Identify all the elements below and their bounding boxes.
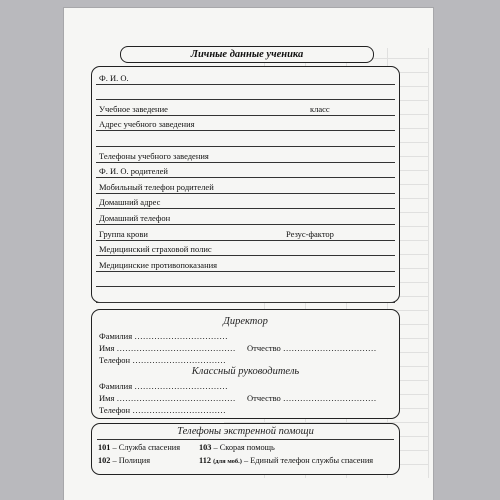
emergency-police: 102 – Полиция xyxy=(98,456,151,465)
field-label-right: Резус-фактор xyxy=(286,228,334,239)
field-label: Мобильный телефон родителей xyxy=(99,181,214,192)
field-row[interactable] xyxy=(96,146,395,163)
emergency-card xyxy=(91,423,400,475)
teacher-phone-field[interactable]: Телефон …………………………… xyxy=(99,405,226,415)
field-row[interactable] xyxy=(96,224,395,241)
staff-card xyxy=(91,309,400,419)
emergency-unified: 112 (для моб.) – Единый телефон службы спасения xyxy=(199,456,374,465)
field-label: Медицинские противопоказания xyxy=(99,259,218,270)
teacher-patronymic-field[interactable]: Отчество …………………………… xyxy=(247,393,377,403)
field-row[interactable] xyxy=(96,286,395,303)
field-row[interactable] xyxy=(96,115,395,132)
field-label-right: класс xyxy=(310,103,330,114)
planner-page xyxy=(64,8,433,500)
director-patronymic-field[interactable]: Отчество …………………………… xyxy=(247,343,377,353)
field-row[interactable] xyxy=(96,99,395,116)
field-row[interactable] xyxy=(96,177,395,194)
field-label: Адрес учебного заведения xyxy=(99,119,195,130)
field-row[interactable] xyxy=(96,240,395,257)
field-label: Учебное заведение xyxy=(99,103,168,114)
director-phone-field[interactable]: Телефон …………………………… xyxy=(99,355,226,365)
field-row[interactable] xyxy=(96,255,395,272)
emergency-heading: Телефоны экстренной помощи xyxy=(177,426,314,437)
field-row[interactable] xyxy=(96,130,395,147)
teacher-surname-field[interactable]: Фамилия …………………………… xyxy=(99,381,228,391)
field-row[interactable] xyxy=(96,193,395,210)
field-row[interactable] xyxy=(96,84,395,101)
field-label: Домашний телефон xyxy=(99,212,171,223)
field-label: Ф. И. О. xyxy=(99,72,129,83)
field-row[interactable] xyxy=(96,162,395,179)
student-data-card xyxy=(91,66,400,303)
field-row[interactable] xyxy=(96,208,395,225)
director-surname-field[interactable]: Фамилия …………………………… xyxy=(99,331,228,341)
field-row[interactable] xyxy=(96,68,395,85)
page-title: Личные данные ученика xyxy=(120,46,374,63)
emergency-divider xyxy=(97,439,394,440)
field-label: Домашний адрес xyxy=(99,197,161,208)
field-row[interactable] xyxy=(96,271,395,288)
emergency-rescue: 101 – Служба спасения xyxy=(98,443,181,452)
director-name-field[interactable]: Имя …………………………………… xyxy=(99,343,236,353)
field-label: Медицинский страховой полис xyxy=(99,244,212,255)
emergency-ambulance: 103 – Скорая помощь xyxy=(199,443,275,452)
teacher-name-field[interactable]: Имя …………………………………… xyxy=(99,393,236,403)
field-label: Группа крови xyxy=(99,228,148,239)
field-label: Телефоны учебного заведения xyxy=(99,150,209,161)
field-label: Ф. И. О. родителей xyxy=(99,166,168,177)
class-teacher-heading: Классный руководитель xyxy=(191,366,300,377)
director-heading: Директор xyxy=(223,316,268,327)
